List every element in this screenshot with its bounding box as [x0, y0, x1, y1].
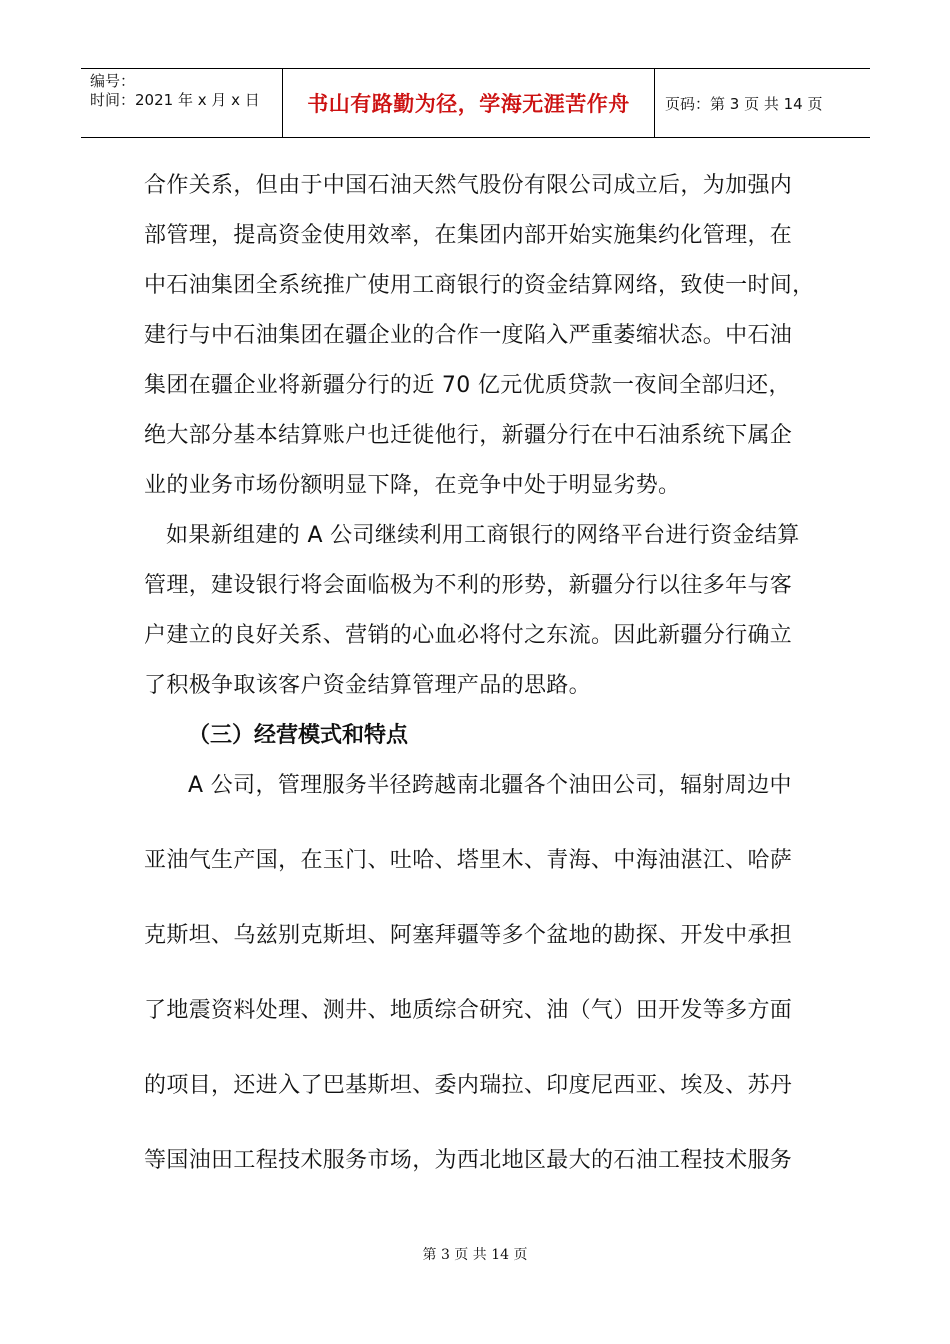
paragraph-line: 业的业务市场份额明显下降，在竞争中处于明显劣势。	[144, 473, 681, 498]
header-page-number: 页码：第 3 页 共 14 页	[665, 94, 823, 113]
paragraph-line: 绝大部分基本结算账户也迁徙他行，新疆分行在中石油系统下属企	[144, 423, 793, 448]
paragraph-line: 的项目，还进入了巴基斯坦、委内瑞拉、印度尼西亚、埃及、苏丹	[144, 1073, 793, 1098]
paragraph-line: A 公司，管理服务半径跨越南北疆各个油田公司，辐射周边中	[188, 773, 792, 798]
header-motto: 书山有路勤为径，学海无涯苦作舟	[283, 69, 655, 137]
paragraph-line: 了地震资料处理、测井、地质综合研究、油（气）田开发等多方面	[144, 998, 793, 1023]
paragraph-line: 合作关系，但由于中国石油天然气股份有限公司成立后，为加强内	[144, 173, 793, 198]
section-heading: （三）经营模式和特点	[188, 723, 409, 748]
page-footer: 第 3 页 共 14 页	[422, 1247, 528, 1263]
header-meta	[81, 69, 283, 137]
document-number: 编号：	[90, 72, 136, 90]
document-date: 时间：2021 年 x 月 x 日	[90, 91, 260, 109]
paragraph-line: 中石油集团全系统推广使用工商银行的资金结算网络，致使一时间，	[144, 273, 815, 298]
paragraph-line: 户建立的良好关系、营销的心血必将付之东流。因此新疆分行确立	[144, 623, 793, 648]
paragraph-line: 亚油气生产国，在玉门、吐哈、塔里木、青海、中海油湛江、哈萨	[144, 848, 793, 873]
paragraph-line: 如果新组建的 A 公司继续利用工商银行的网络平台进行资金结算	[166, 523, 800, 548]
paragraph-line: 等国油田工程技术服务市场，为西北地区最大的石油工程技术服务	[144, 1148, 793, 1173]
paragraph-line: 集团在疆企业将新疆分行的近 70 亿元优质贷款一夜间全部归还，	[144, 373, 791, 398]
paragraph-line: 建行与中石油集团在疆企业的合作一度陷入严重萎缩状态。中石油	[144, 323, 793, 348]
paragraph-line: 管理，建设银行将会面临极为不利的形势，新疆分行以往多年与客	[144, 573, 793, 598]
paragraph-line: 克斯坦、乌兹别克斯坦、阿塞拜疆等多个盆地的勘探、开发中承担	[144, 923, 793, 948]
paragraph-line: 部管理，提高资金使用效率，在集团内部开始实施集约化管理，在	[144, 223, 793, 248]
paragraph-line: 了积极争取该客户资金结算管理产品的思路。	[144, 673, 592, 698]
page-header	[81, 68, 870, 138]
